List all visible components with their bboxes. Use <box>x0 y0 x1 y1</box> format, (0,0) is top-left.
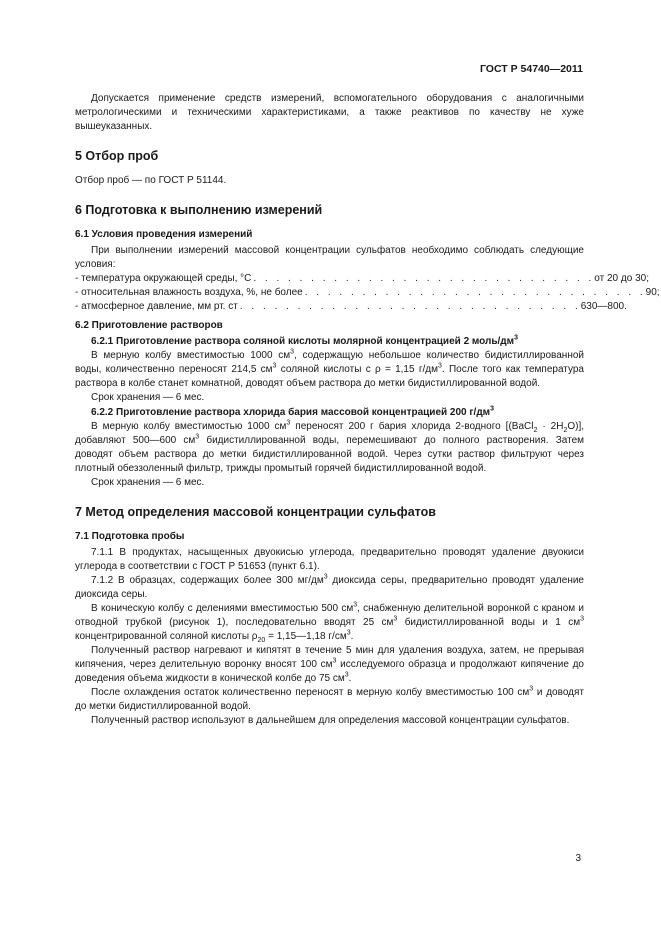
section-6-1-text: При выполнении измерений массовой концентрации сульфатов необходимо соблюдать следующие условия: <box>75 245 584 270</box>
section-6-1-title: 6.1 Условия проведения измерений <box>75 229 253 240</box>
paragraph-boiling: Полученный раствор нагревают и кипятят в течение 5 мин для удаления воздуха, затем, не прерывая кипячения, через делительную воронку вносят 100 $см^3$ исследуемого образца и продолжают кипячение до доведения объема жидкости в конической колбе до 75 $см^3$. <box>75 645 584 684</box>
condition-row <box>75 300 627 314</box>
leader-dots: . . . . . . . . . . . . . . . . . . . . . . . . . . . . . . <box>239 301 581 312</box>
condition-row <box>75 286 660 300</box>
leader-dots: . . . . . . . . . . . . . . . . . . . . . . . . . . . . . . <box>304 287 646 298</box>
section-6-2-2-title: 6.2.2 Приготовление раствора хлорида бария массовой концентрацией 200 $г/дм^3$ <box>91 405 494 418</box>
intro-paragraph: Допускается применение средств измерений, вспомогательного оборудования с аналогичными метрологическими и техническими характеристиками, а также реактивов по качеству не хуже вышеуказанных. <box>75 93 584 132</box>
section-6-title: 6 Подготовка к выполнению измерений <box>75 203 323 217</box>
page-content <box>75 92 660 728</box>
page-number: 3 <box>575 853 581 864</box>
section-6-2-1-storage: Срок хранения — 6 мес. <box>91 392 205 403</box>
section-5-title: 5 Отбор проб <box>75 149 159 163</box>
paragraph-cooling: После охлаждения остаток количественно переносят в мерную колбу вместимостью 100 $см^3$ и доводят до метки бидистиллированной водой. <box>75 685 584 712</box>
section-7-title: 7 Метод определения массовой концентрации сульфатов <box>75 505 436 519</box>
section-6-2-1-title: 6.2.1 Приготовление раствора соляной кислоты молярной концентрацией 2 моль/$дм^3$ <box>91 334 518 347</box>
section-5-text: Отбор проб — по ГОСТ Р 51144. <box>75 175 227 186</box>
section-6-2-2-storage: Срок хранения — 6 мес. <box>91 477 205 488</box>
condition-label: - температура окружающей среды, °С <box>75 273 252 284</box>
section-6-2-1-text: В мерную колбу вместимостью 1000 $см^3$, содержащую небольшое количество бидистиллированной воды, количественно переносят 214,5 $см^3$ соляной кислоты с ρ = 1,15 $г/дм^3$. После того как температура раствора в колбе станет комнатной, доводят объем раствора до метки бидистиллированной водой. <box>75 348 584 389</box>
section-6-2-2-text: В мерную колбу вместимостью 1000 $см^3$ переносят 200 г бария хлорида 2-водного [(BaCl$_2$ · $2H_2O$)], добавляют 500—600 $см^3$ бидистиллированной воды, перемешивают до полного растворения. Затем доводят объем раствора до метки бидистиллированной водой. Через сутки раствор фильтруют через плотный обеззоленный фильтр, трижды промытый горячей бидистиллированной водой. <box>75 419 585 474</box>
condition-value: 90; <box>645 287 660 298</box>
condition-label: - относительная влажность воздуха, %, не более <box>75 287 303 298</box>
standard-header: ГОСТ Р 54740—2011 <box>479 63 583 75</box>
paragraph-7-1-2: 7.1.2 В образцах, содержащих более 300 $мг/дм^3$ диоксида серы, предварительно проводят удаление диоксида серы. <box>75 573 584 600</box>
condition-value: 630—800. <box>580 301 627 312</box>
condition-label: - атмосферное давление, мм рт. ст <box>75 301 238 312</box>
condition-row <box>75 272 649 286</box>
section-6-2-title: 6.2 Приготовление растворов <box>75 320 223 331</box>
leader-dots: . . . . . . . . . . . . . . . . . . . . . . . . . . . . . . <box>253 273 595 284</box>
paragraph-7-1-1: 7.1.1 В продуктах, насыщенных двуокисью углерода, предварительно проводят удаление двуокиси углерода в соответствии с ГОСТ Р 51653 (пункт 6.1). <box>75 547 584 572</box>
section-7-1-title: 7.1 Подготовка пробы <box>75 531 185 542</box>
paragraph-usage: Полученный раствор используют в дальнейшем для определения массовой концентрации сульфатов. <box>91 715 570 726</box>
condition-value: от 20 до 30; <box>594 273 649 284</box>
paragraph-flask-setup: В коническую колбу с делениями вместимостью 500 $см^3$, снабженную делительной воронкой с краном и отводной трубкой (рисунок 1), последовательно вводят 25 $см^3$ бидистиллированной воды и 1 $см^3$ концентрированной соляной кислоты $\rho_{20}$ = 1,15—1,18 $г/см^3$. <box>75 601 584 644</box>
